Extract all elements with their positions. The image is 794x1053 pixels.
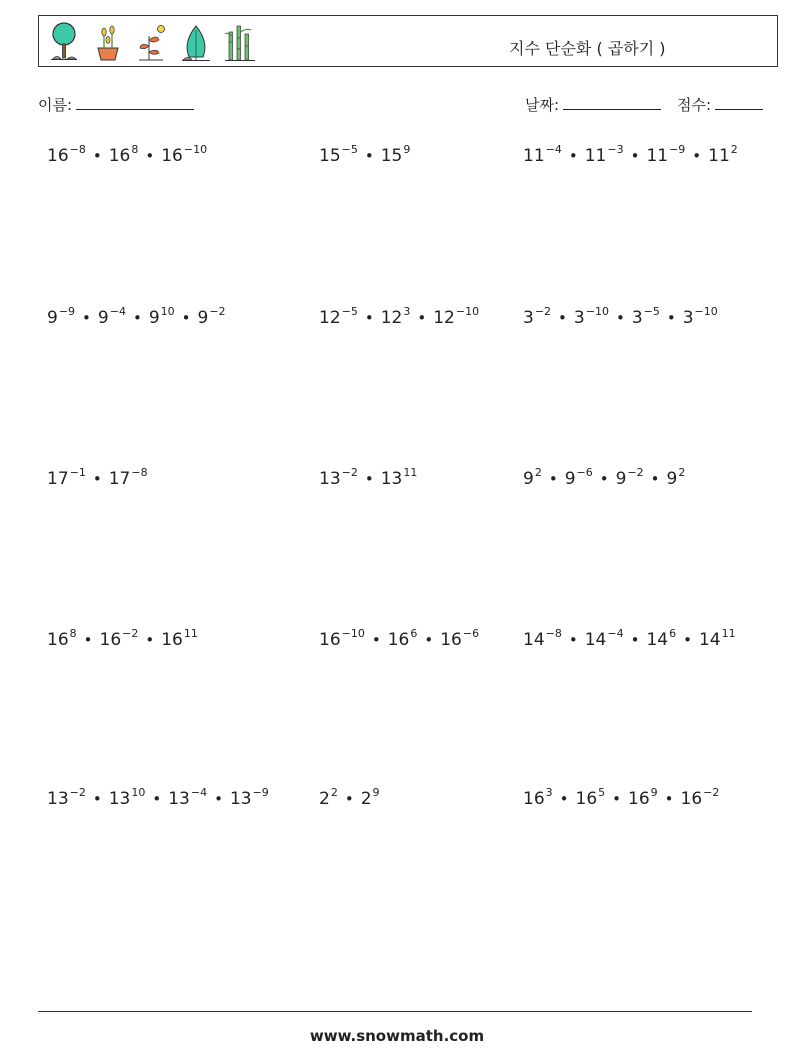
base: 17 [108, 469, 131, 489]
multiply-dot: • [181, 309, 191, 327]
score-field [677, 94, 763, 115]
power-term [47, 627, 77, 650]
base: 15 [319, 146, 341, 166]
power-term [575, 786, 606, 809]
date-blank[interactable] [563, 95, 661, 110]
power-term [708, 143, 738, 166]
power-term [47, 786, 86, 809]
base: 16 [161, 630, 183, 650]
multiply-dot: • [568, 147, 578, 165]
multiply-dot: • [424, 631, 434, 649]
base: 16 [387, 630, 410, 650]
power-term [319, 786, 338, 809]
power-term [698, 627, 736, 650]
multiply-dot: • [559, 790, 569, 808]
power-term [615, 466, 644, 489]
base: 9 [148, 308, 160, 328]
power-term [380, 466, 418, 489]
exponent: 3 [403, 305, 411, 318]
name-blank[interactable] [76, 95, 194, 110]
power-term [99, 627, 139, 650]
power-term [229, 786, 269, 809]
score-blank[interactable] [715, 95, 763, 110]
power-term [319, 305, 358, 328]
base: 15 [380, 146, 403, 166]
multiply-dot: • [364, 147, 374, 165]
power-term [380, 143, 411, 166]
exponent: −6 [462, 627, 480, 640]
base: 14 [523, 630, 545, 650]
base: 11 [523, 146, 545, 166]
exponent: −3 [607, 143, 624, 156]
base: 14 [698, 630, 721, 650]
exponent: −4 [190, 786, 208, 799]
problem-5 [319, 305, 480, 328]
base: 13 [108, 789, 131, 809]
power-term [47, 143, 86, 166]
base: 14 [646, 630, 669, 650]
multiply-dot: • [364, 470, 374, 488]
exponent: 2 [678, 466, 686, 479]
power-term [319, 627, 365, 650]
exponent: −2 [122, 627, 139, 640]
base: 9 [666, 469, 678, 489]
power-term [387, 627, 418, 650]
exponent: 6 [669, 627, 677, 640]
exponent: −5 [341, 305, 358, 318]
exponent: 3 [545, 786, 553, 799]
base: 16 [680, 789, 703, 809]
power-term [584, 143, 624, 166]
exponent: −5 [643, 305, 660, 318]
base: 17 [47, 469, 69, 489]
power-term [168, 786, 208, 809]
exponent: 2 [330, 786, 338, 799]
multiply-dot: • [145, 147, 155, 165]
exponent: −10 [585, 305, 609, 318]
multiply-dot: • [214, 790, 223, 808]
exponent: −8 [131, 466, 148, 479]
leaf-icon [179, 20, 213, 64]
exponent: 2 [534, 466, 542, 479]
base: 12 [433, 308, 455, 328]
name-label: 이름: [38, 96, 73, 114]
base: 9 [564, 469, 576, 489]
name-field [38, 94, 194, 115]
exponent: −6 [576, 466, 593, 479]
exponent: 11 [721, 627, 736, 640]
power-term [564, 466, 593, 489]
power-term [161, 627, 198, 650]
multiply-dot: • [683, 631, 692, 649]
power-term [319, 466, 358, 489]
bamboo-icon [223, 20, 257, 64]
power-term [97, 305, 126, 328]
exponent: 11 [403, 466, 418, 479]
exponent: −10 [341, 627, 365, 640]
power-term [523, 466, 542, 489]
base: 13 [168, 789, 190, 809]
base: 2 [360, 789, 372, 809]
multiply-dot: • [145, 631, 155, 649]
multiply-dot: • [548, 470, 558, 488]
multiply-dot: • [132, 309, 142, 327]
flower-sun-icon [135, 20, 169, 64]
multiply-dot: • [650, 470, 660, 488]
potted-plant-icon [91, 20, 125, 64]
base: 11 [708, 146, 730, 166]
base: 16 [47, 146, 69, 166]
base: 9 [197, 308, 209, 328]
base: 14 [584, 630, 607, 650]
problem-15 [523, 786, 720, 809]
exponent: 2 [730, 143, 738, 156]
base: 16 [628, 789, 650, 809]
multiply-dot: • [666, 309, 676, 327]
exponent: 10 [131, 786, 146, 799]
multiply-dot: • [152, 790, 162, 808]
exponent: 8 [131, 143, 139, 156]
problem-7 [47, 466, 148, 489]
multiply-dot: • [664, 790, 674, 808]
exponent: −2 [69, 786, 86, 799]
base: 12 [319, 308, 341, 328]
multiply-dot: • [92, 147, 102, 165]
multiply-dot: • [630, 147, 640, 165]
base: 13 [380, 469, 403, 489]
multiply-dot: • [417, 309, 427, 327]
exponent: −8 [545, 627, 562, 640]
power-term [523, 786, 553, 809]
exponent: −4 [607, 627, 624, 640]
exponent: 11 [183, 627, 198, 640]
multiply-dot: • [344, 790, 354, 808]
exponent: 9 [403, 143, 411, 156]
exponent: 10 [160, 305, 175, 318]
exponent: 9 [650, 786, 658, 799]
base: 11 [646, 146, 669, 166]
multiply-dot: • [558, 309, 567, 327]
problem-12 [523, 627, 736, 650]
base: 16 [99, 630, 122, 650]
exponent: −10 [455, 305, 480, 318]
multiply-dot: • [364, 309, 374, 327]
exponent: 8 [69, 627, 77, 640]
exponent: −4 [545, 143, 562, 156]
date-field [525, 94, 661, 115]
base: 2 [319, 789, 330, 809]
base: 16 [523, 789, 545, 809]
multiply-dot: • [630, 631, 640, 649]
multiply-dot: • [92, 790, 102, 808]
base: 3 [523, 308, 534, 328]
power-term [646, 143, 686, 166]
power-term [523, 627, 562, 650]
base: 9 [97, 308, 109, 328]
exponent: −2 [209, 305, 226, 318]
power-term [440, 627, 480, 650]
base: 11 [584, 146, 607, 166]
power-term [108, 786, 146, 809]
multiply-dot: • [612, 790, 621, 808]
power-term [682, 305, 718, 328]
power-term [148, 305, 175, 328]
power-term [523, 305, 552, 328]
base: 9 [47, 308, 58, 328]
problem-14 [319, 786, 380, 809]
problem-6 [523, 305, 718, 328]
exponent: −2 [534, 305, 552, 318]
problem-8 [319, 466, 418, 489]
power-term [380, 305, 411, 328]
base: 3 [573, 308, 585, 328]
base: 13 [229, 789, 252, 809]
worksheet-title: 지수 단순화 ( 곱하기 ) [509, 39, 666, 58]
base: 16 [575, 789, 598, 809]
base: 16 [440, 630, 462, 650]
exponent: −8 [69, 143, 86, 156]
power-term [47, 305, 76, 328]
base: 9 [615, 469, 627, 489]
power-term [433, 305, 480, 328]
exponent: −1 [69, 466, 86, 479]
problem-10 [47, 627, 198, 650]
exponent: −2 [627, 466, 644, 479]
base: 16 [319, 630, 341, 650]
multiply-dot: • [83, 631, 93, 649]
multiply-dot: • [692, 147, 702, 165]
problem-11 [319, 627, 480, 650]
exponent: −2 [703, 786, 720, 799]
power-term [646, 627, 677, 650]
exponent: 9 [372, 786, 380, 799]
power-term [666, 466, 686, 489]
footer-divider [38, 1011, 752, 1012]
exponent: −5 [341, 143, 358, 156]
header-box [38, 15, 778, 67]
multiply-dot: • [568, 631, 578, 649]
date-label: 날짜: [525, 96, 560, 114]
tree-icon [47, 20, 81, 64]
problem-1 [47, 143, 208, 166]
power-term [360, 786, 380, 809]
score-label: 점수: [677, 96, 712, 114]
power-term [108, 143, 139, 166]
power-term [680, 786, 720, 809]
multiply-dot: • [599, 470, 609, 488]
exponent: −10 [183, 143, 208, 156]
power-term [197, 305, 226, 328]
power-term [628, 786, 658, 809]
multiply-dot: • [92, 470, 102, 488]
exponent: −9 [58, 305, 76, 318]
base: 16 [47, 630, 69, 650]
exponent: −4 [109, 305, 126, 318]
power-term [47, 466, 86, 489]
power-term [573, 305, 609, 328]
power-term [161, 143, 208, 166]
exponent: 5 [598, 786, 606, 799]
power-term [584, 627, 624, 650]
power-term [523, 143, 562, 166]
problem-2 [319, 143, 411, 166]
base: 3 [682, 308, 694, 328]
problem-4 [47, 305, 226, 328]
exponent: 6 [410, 627, 418, 640]
base: 13 [47, 789, 69, 809]
problem-13 [47, 786, 269, 809]
base: 13 [319, 469, 341, 489]
exponent: −2 [341, 466, 358, 479]
problem-9 [523, 466, 686, 489]
power-term [631, 305, 660, 328]
header-icons [47, 20, 257, 64]
problem-3 [523, 143, 738, 166]
base: 16 [161, 146, 183, 166]
multiply-dot: • [82, 309, 91, 327]
multiply-dot: • [615, 309, 625, 327]
base: 12 [380, 308, 403, 328]
power-term [319, 143, 358, 166]
base: 9 [523, 469, 534, 489]
base: 3 [631, 308, 643, 328]
power-term [108, 466, 148, 489]
footer-url: www.snowmath.com [309, 1027, 485, 1045]
base: 16 [108, 146, 131, 166]
exponent: −9 [252, 786, 269, 799]
exponent: −9 [669, 143, 686, 156]
exponent: −10 [694, 305, 718, 318]
multiply-dot: • [371, 631, 381, 649]
